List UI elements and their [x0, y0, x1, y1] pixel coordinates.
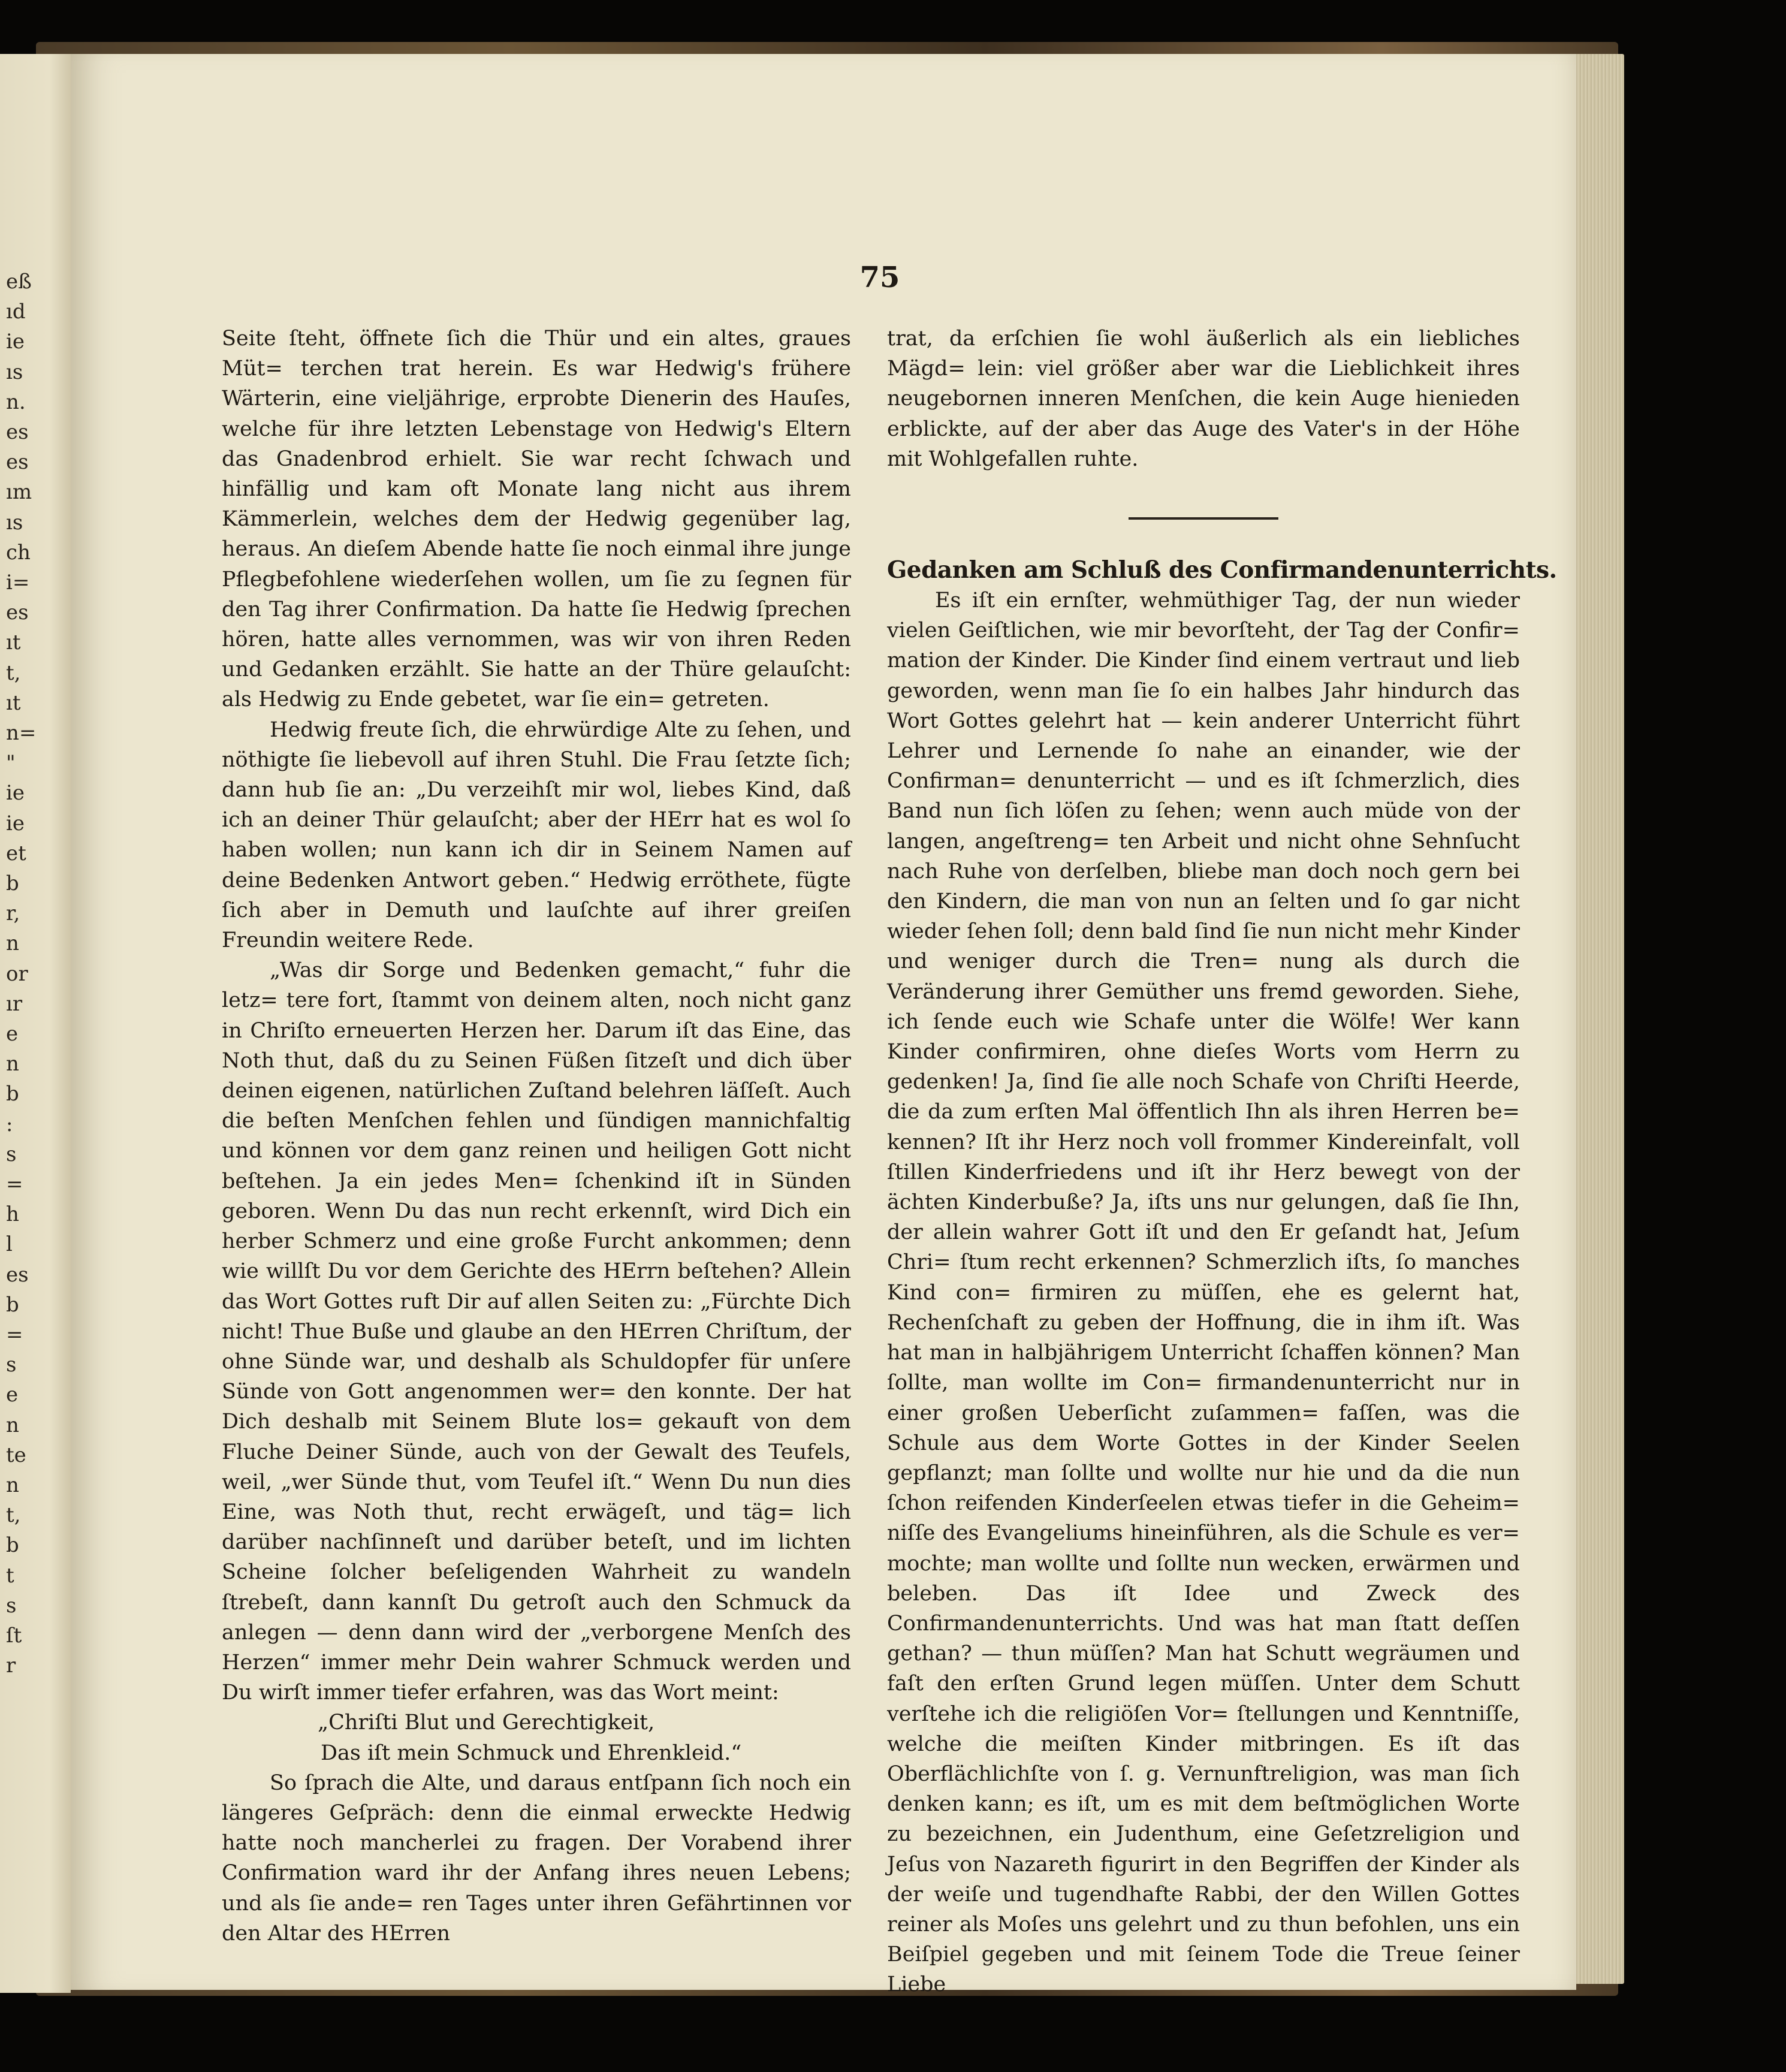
paragraph: Es iſt ein ernſter, wehmüthiger Tag, der nun wieder vielen Geiſtlichen, wie mir bevorſteht, der Tag der Confir= mation der Kinder. Die Kinder ſind einem vertraut und lieb geworden, wenn man ſie ſo ein halbes Jahr hindurch das Wort Gottes gelehrt hat — kein anderer Unterricht führt Lehrer und Lernende ſo nahe an einander, wie der Confirman= denunterricht — und es iſt ſchmerzlich, dies Band nun ſich löſen zu ſehen; wenn auch müde von der langen, angeſtreng= ten Arbeit und nicht ohne Sehnſucht nach Ruhe von derſelben, bliebe man doch noch gern bei den Kindern, die man von nun an ſelten und ſo gar nicht wieder ſehen ſoll; denn bald ſind ſie nun nicht mehr Kinder und weniger durch die Tren= nung als durch die Veränderung ihrer Gemüther uns fremd geworden. Siehe, ich ſende euch wie Schafe unter die Wölfe! Wer kann Kinder confirmiren, ohne dieſes Worts vom Herrn zu gedenken! Ja, ſind ſie alle noch Schafe von Chriſti Heerde, die da zum erſten Mal öffentlich Ihn als ihren Herren be= kennen? Iſt ihr Herz noch voll frommer Kindereinfalt, voll ſtillen Kinderfriedens und iſt ihr Herz bewegt von der ächten Kinderbuße? Ja, iſts uns nur gelungen, daß ſie Ihn, der allein wahrer Gott iſt und den Er geſandt hat, Jeſum Chri= ſtum recht erkennen? Schmerzlich iſts, ſo manches Kind con= firmiren zu müſſen, ehe es gelernt hat, Rechenſchaft zu geben der Hoffnung, die in ihm iſt. Was hat man in halbjährigem Unterricht ſchaffen können? Man ſollte, man wollte im Con= firmandenunterricht nur in einer großen Ueberſicht zuſammen= faſſen, was die Schule aus dem Worte Gottes in der Kinder Seelen gepflanzt; man ſollte und wollte nur hie und da die nun ſchon reifenden Kinderſeelen etwas tiefer in die Geheim= niſſe des Evangeliums hineinführen, als die Schule es ver= mochte; man wollte und ſollte nun wecken, erwärmen und beleben. Das iſt Idee und Zweck des Confirmandenunterrichts. Und was hat man ſtatt deſſen gethan? — thun müſſen? Man hat Schutt wegräumen und faſt den erſten Grund legen müſſen. Unter dem Schutt verſtehe ich die religiöſen Vor= ſtellungen und Kenntniſſe, welche die meiſten Kinder mitbringen. Es iſt das Oberflächlichſte von ſ. g. Vernunftreligion, was man ſich denken kann; es iſt, um es mit dem beſtmöglichen Worte zu bezeichnen, ein Judenthum, eine Geſetzreligion und Jeſus von Nazareth figurirt in den Begriffen der Kinder als der weiſe und tugendhafte Rabbi, der den Willen Gottes reiner als Moſes uns gelehrt und zu thun befohlen, uns ein Beiſpiel gegeben und mit ſeinem Tode die Treue ſeiner Liebe: [887, 589, 1520, 1997]
section-heading: Gedanken am Schluß des Confirmandenunterrichts.: [887, 556, 1557, 584]
paragraph: „Was dir Sorge und Bedenken gemacht,“ fuhr die letz= tere fort, ſtammt von deinem alten, noch nicht ganz in Chriſto erneuerten Herzen her. Darum iſt das Eine, das Noth thut, daß du zu Seinen Füßen ſitzeſt und dich über deinen eigenen, natürlichen Zuſtand belehren läſſeſt. Auch die beſten Menſchen fehlen und ſündigen mannichfaltig und können vor dem ganz reinen und heiligen Gott nicht beſtehen. Ja ein jedes Men= ſchenkind iſt in Sünden geboren. Wenn Du das nun recht erkennſt, wird Dich ein herber Schmerz und eine große Furcht ankommen; denn wie willſt Du vor dem Gerichte des HErrn beſtehen? Allein das Wort Gottes ruft Dir auf allen Seiten zu: „Fürchte Dich nicht! Thue Buße und glaube an den HErren Chriſtum, der ohne Sünde war, und deshalb als Schuldopfer für unſere Sünde von Gott angenommen wer= den konnte. Der hat Dich deshalb mit Seinem Blute los= gekauft von dem Fluche Deiner Sünde, auch von der Gewalt des Teufels, weil, „wer Sünde thut, vom Teufel iſt.“ Wenn Du nun dies Eine, was Noth thut, recht erwägeſt, und täg= lich darüber nachſinneſt und darüber beteſt, und im lichten Scheine ſolcher beſeligenden Wahrheit zu wandeln ſtrebeſt, dann kannſt Du getroſt auch den Schmuck da anlegen — denn dann wird der „verborgene Menſch des Herzen“ immer mehr Dein wahrer Schmuck werden und Du wirſt immer tiefer erfahren, was das Wort meint:: [222, 958, 851, 1705]
page-edges: [1570, 54, 1624, 1984]
left-page-fragment: t,: [6, 1503, 21, 1528]
left-page-fragment: =: [6, 1172, 23, 1196]
left-page-fragment: ır: [6, 991, 23, 1016]
left-page-fragment: es: [6, 601, 29, 625]
left-page-fragment: es: [6, 450, 29, 475]
left-page-fragment: s: [6, 1353, 17, 1377]
left-page-fragment: es: [6, 1262, 29, 1287]
verse-line: „Chriſti Blut und Gerechtigkeit,: [318, 1711, 655, 1735]
left-page-fragment: s: [6, 1142, 17, 1166]
left-page-fragment: ": [6, 751, 16, 776]
left-page-fragment: ıt: [6, 690, 21, 715]
left-page-fragment: n: [6, 1473, 19, 1497]
left-page-fragment: t: [6, 1563, 14, 1588]
left-page-fragment: ıs: [6, 360, 23, 384]
left-page-fragment: ſt: [6, 1624, 22, 1648]
paragraph: Hedwig freute ſich, die ehrwürdige Alte zu ſehen, und nöthigte ſie liebevoll auf ihren Stuhl. Die Frau ſetzte ſich; dann hub ſie an: „Du verzeihſt mir wol, liebes Kind, daß ich an deiner Thür gelauſcht; aber der HErr hat es wol ſo haben wollen; nun kann ich dir in Seinem Namen auf deine Bedenken Antwort geben.“ Hedwig erröthete, fügte ſich aber in Demuth und lauſchte auf ihrer greiſen Freundin weitere Rede.: [222, 717, 851, 953]
left-page-fragment: n: [6, 1052, 19, 1076]
verse-line: Das iſt mein Schmuck und Ehrenkleid.“: [321, 1741, 742, 1765]
left-page-fragment: e: [6, 1022, 19, 1046]
left-page-fragment: ie: [6, 781, 25, 806]
left-page-fragment: s: [6, 1593, 17, 1618]
left-page-fragment: ıd: [6, 300, 26, 324]
left-page-fragment: b: [6, 871, 19, 895]
paragraph: So ſprach die Alte, und daraus entſpann ſich noch ein längeres Geſpräch: denn die einmal erweckte Hedwig hatte noch mancherlei zu fragen. Der Vorabend ihrer Confirmation ward ihr der Anfang ihres neuen Lebens; und als ſie ande= ren Tages unter ihren Gefährtinnen vor den Altar des HErren: [222, 1771, 851, 1946]
left-page-fragment: te: [6, 1443, 26, 1467]
left-page-fragment: ım: [6, 480, 32, 505]
left-page-fragment: r: [6, 1654, 16, 1678]
left-page-fragment: b: [6, 1292, 19, 1317]
left-page-fragment: ie: [6, 811, 25, 836]
left-page-fragment: b: [6, 1082, 19, 1106]
left-page-fragment: ie: [6, 330, 25, 354]
left-page-fragment: n=: [6, 721, 37, 745]
left-page-fragment: n: [6, 1413, 19, 1437]
left-page-fragment: n: [6, 931, 19, 956]
left-page-fragment: et: [6, 841, 26, 865]
left-page-fragment: n.: [6, 390, 26, 414]
left-page-fragment: ıs: [6, 510, 23, 535]
left-page-fragment: :: [6, 1112, 13, 1136]
left-page-fragment: or: [6, 961, 28, 986]
left-page-edge: [0, 54, 71, 1993]
left-page-fragment: h: [6, 1202, 19, 1227]
left-page-fragment: e: [6, 1383, 19, 1407]
left-text-column: [222, 324, 851, 1949]
left-page-fragment: i=: [6, 571, 30, 595]
paragraph: Seite ſteht, öffnete ſich die Thür und ein altes, graues Müt= terchen trat herein. Es war Hedwig's frühere Wärterin, eine vieljährige, erprobte Dienerin des Hauſes, welche für ihre letzten Lebenstage von Hedwig's Eltern das Gnadenbrod erhielt. Sie war recht ſchwach und hinfällig und kam oft Monate lang nicht aus ihrem Kämmerlein, welches dem der Hedwig gegenüber lag, heraus. An dieſem Abende hatte ſie noch einmal ihre junge Pflegbefohlene wiederſehen wollen, um ſie zu ſegnen für den Tag ihrer Confirmation. Da hatte ſie Hedwig ſprechen hören, hatte alles vernommen, was wir von ihren Reden und Gedanken erzählt. Sie hatte an der Thüre gelauſcht: als Hedwig zu Ende gebetet, war ſie ein= getreten.: [222, 327, 851, 712]
book-page: [71, 54, 1576, 1997]
page-number: 75: [859, 261, 900, 294]
left-page-fragment: ıt: [6, 631, 21, 655]
left-page-fragment: r,: [6, 901, 20, 926]
left-page-fragment: ch: [6, 540, 31, 565]
section-divider: [1129, 517, 1278, 520]
left-page-fragment: =: [6, 1323, 23, 1347]
paragraph: trat, da erſchien ſie wohl äußerlich als ein liebliches Mägd= lein: viel größer aber war die Lieblichkeit ihres neugebornen inneren Menſchen, die kein Auge hienieden erblickte, auf der aber das Auge des Vater's in der Höhe mit Wohlgefallen ruhte.: [887, 327, 1520, 471]
left-page-fragment: b: [6, 1533, 19, 1558]
left-page-fragment: l: [6, 1232, 13, 1257]
left-page-fragment: t,: [6, 660, 21, 685]
right-text-column: [887, 324, 1557, 2000]
left-page-fragment: es: [6, 420, 29, 444]
left-page-fragment: eß: [6, 270, 32, 294]
